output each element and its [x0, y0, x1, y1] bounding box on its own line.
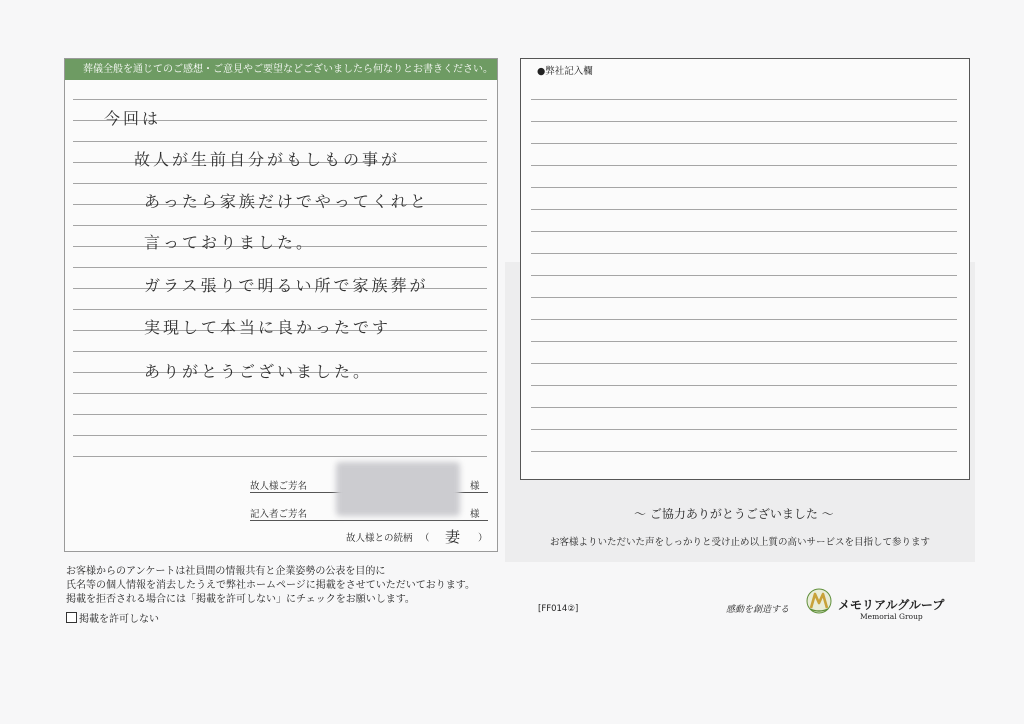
brand-name-jp: メモリアルグループ [838, 598, 945, 612]
entry-line [531, 253, 957, 254]
writing-line [73, 435, 487, 436]
entry-line [531, 209, 957, 210]
memorial-group-logo [806, 588, 832, 614]
relation-value: 妻 [445, 528, 464, 546]
relation-label: 故人様との続柄 [346, 533, 413, 544]
service-note: お客様よりいただいた声をしっかりと受け止め以上質の高いサービスを目指して参ります [550, 537, 931, 548]
writing-line [73, 414, 487, 415]
company-entry-box [520, 58, 970, 480]
publication-consent-checkbox[interactable] [66, 612, 77, 623]
handwritten-line-5: ガラス張りで明るい所で家族葬が [144, 276, 429, 295]
writer-honorific: 様 [470, 509, 480, 520]
entry-line [531, 231, 957, 232]
writing-line [73, 99, 487, 100]
relation-close-paren: ） [478, 533, 488, 544]
writing-line [73, 351, 487, 352]
handwritten-line-7: ありがとうございました。 [144, 362, 373, 381]
entry-line [531, 187, 957, 188]
entry-line [531, 407, 957, 408]
writing-line [73, 267, 487, 268]
writing-line [73, 393, 487, 394]
checkbox-label: 掲載を許可しない [79, 614, 159, 625]
handwritten-line-3: あったら家族だけでやってくれと [144, 192, 429, 211]
entry-line [531, 99, 957, 100]
entry-line [531, 429, 957, 430]
brand-name-en: Memorial Group [860, 612, 923, 621]
writing-line [73, 141, 487, 142]
thanks-message: ～ ご協力ありがとうございました ～ [634, 507, 834, 521]
form-code: [FF014②] [538, 604, 579, 614]
writing-line [73, 183, 487, 184]
handwritten-line-2: 故人が生前自分がもしもの事が [134, 150, 401, 169]
entry-line [531, 121, 957, 122]
entry-line [531, 363, 957, 364]
writing-line [73, 225, 487, 226]
deceased-name-label: 故人様ご芳名 [250, 481, 308, 492]
entry-line [531, 451, 957, 452]
writing-line [73, 456, 487, 457]
entry-line [531, 275, 957, 276]
entry-line [531, 341, 957, 342]
entry-line [531, 319, 957, 320]
disclaimer-line-3: 掲載を拒否される場合には「掲載を許可しない」にチェックをお願いします。 [66, 594, 415, 605]
entry-line [531, 297, 957, 298]
writing-line [73, 309, 487, 310]
slogan: 感動を創造する [726, 605, 790, 615]
comment-header: 葬儀全般を通じてのご感想・ご意見やご要望などございましたら何なりとお書きください。 [65, 59, 497, 80]
writer-name-label: 記入者ご芳名 [250, 509, 308, 520]
redacted-name-area [336, 462, 460, 516]
entry-line [531, 165, 957, 166]
disclaimer-line-1: お客様からのアンケートは社員間の情報共有と企業姿勢の公表を目的に [66, 566, 386, 577]
entry-line [531, 385, 957, 386]
entry-line [531, 143, 957, 144]
company-box-title: ●弊社記入欄 [537, 66, 593, 77]
handwritten-line-1: 今回は [104, 109, 162, 128]
handwritten-line-4: 言っておりました。 [144, 233, 316, 252]
writer-name-underline [250, 520, 488, 521]
relation-open-paren: （ [420, 533, 430, 544]
deceased-honorific: 様 [470, 481, 480, 492]
disclaimer-line-2: 氏名等の個人情報を消去したうえで弊社ホームページに掲載をさせていただいております。 [66, 580, 475, 591]
handwritten-line-6: 実現して本当に良かったです [144, 318, 392, 337]
